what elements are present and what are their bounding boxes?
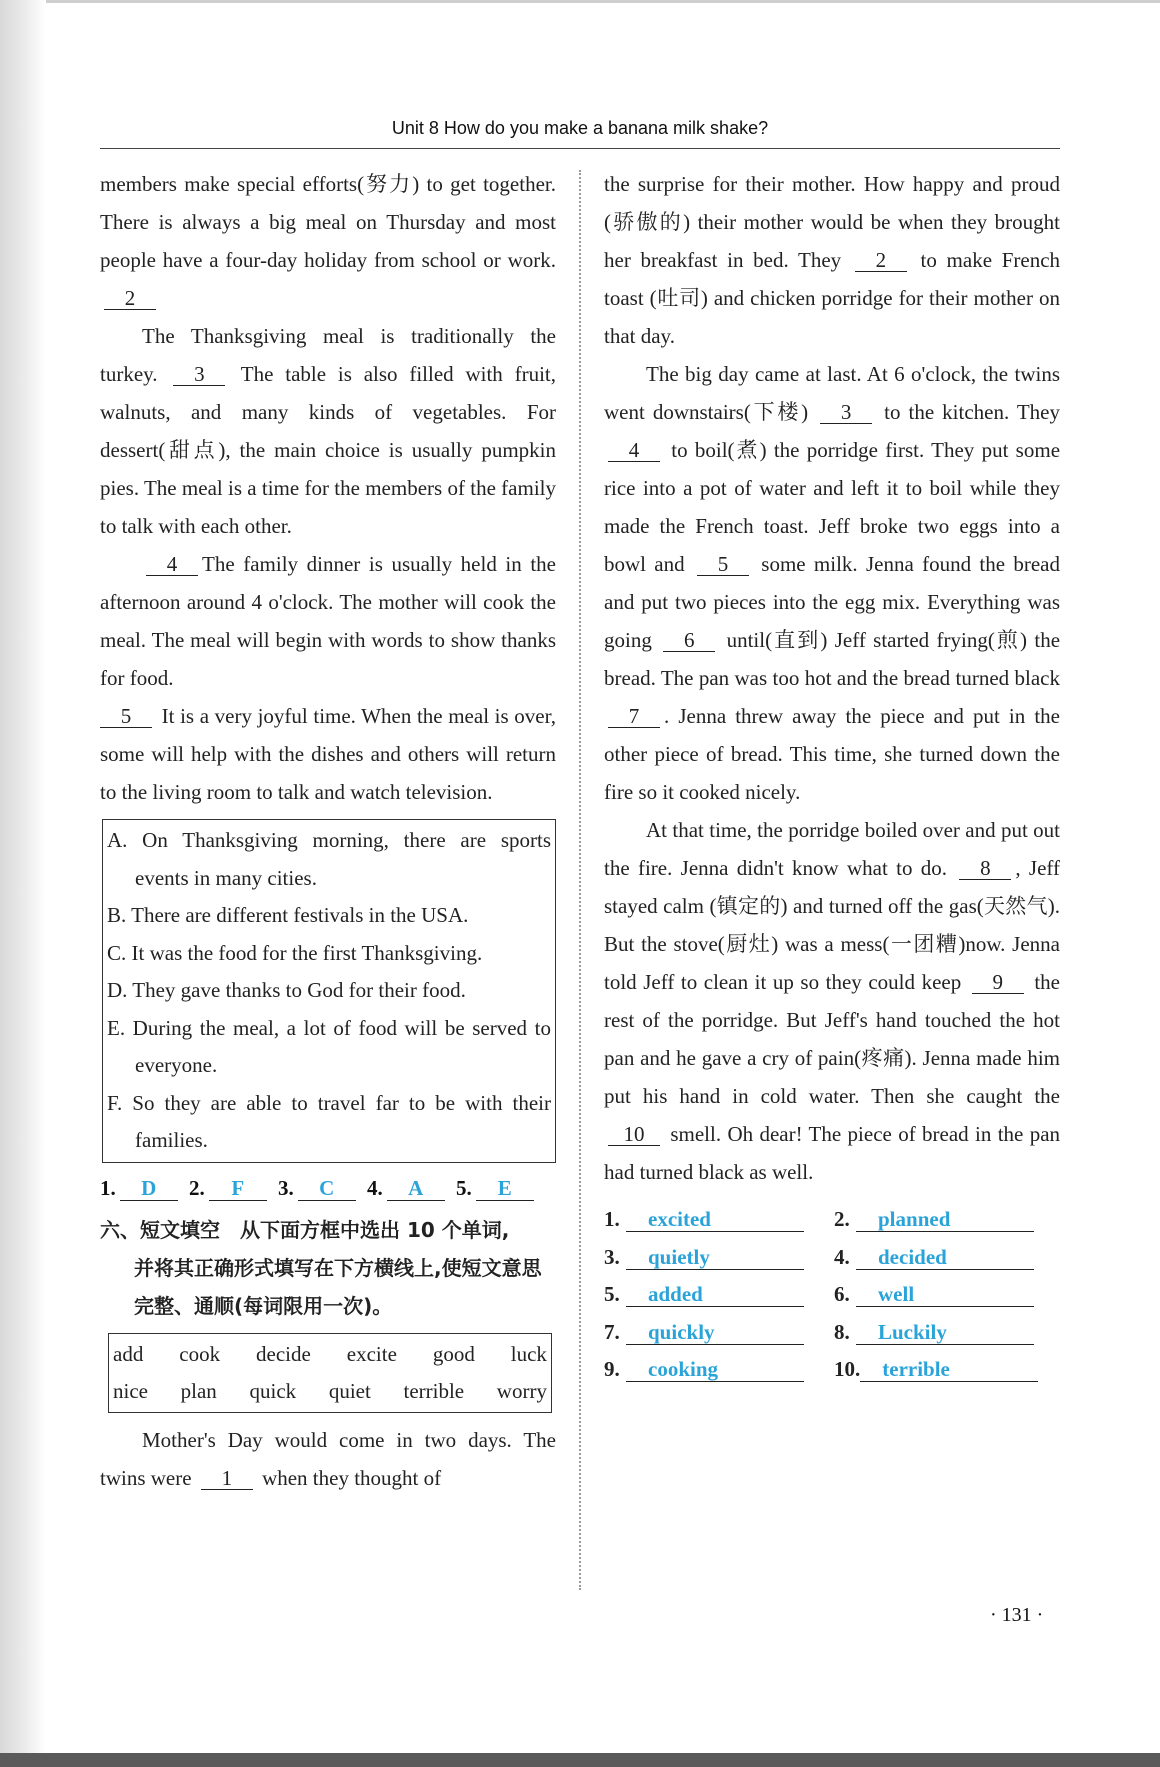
section-heading: 六、短文填空 从下面方框中选出 10 个单词, 并将其正确形式填写在下方横线上,使短文意思完整、通顺(每词限用一次)。 — [100, 1211, 556, 1325]
blank-7: 7 — [608, 705, 660, 728]
blank-3: 3 — [173, 363, 225, 386]
blank-5: 5 — [100, 705, 152, 728]
blank-9: 9 — [972, 971, 1024, 994]
top-border — [0, 0, 1160, 3]
answer-item: 3. quietly — [604, 1239, 834, 1277]
left-column — [100, 165, 556, 1497]
word-row-1: add cook decide excite good luck — [113, 1341, 547, 1366]
blank-1: 1 — [201, 1467, 253, 1490]
answer-1: D — [120, 1176, 178, 1201]
running-header: Unit 8 How do you make a banana milk shake? — [391, 118, 769, 138]
answer-4: A — [387, 1176, 445, 1201]
left-paragraph-1: members make special efforts(努力) to get together. There is always a big meal on Thursday and most people have a four-day holiday from school or work. 2 — [100, 172, 556, 310]
blank-3: 3 — [820, 401, 872, 424]
option-f: F. So they are able to travel far to be with their families. — [107, 1090, 551, 1152]
option-b: B. There are different festivals in the USA. — [107, 903, 469, 927]
blank-6: 6 — [663, 629, 715, 652]
answer-2: F — [209, 1176, 267, 1201]
answer-3: C — [298, 1176, 356, 1201]
answer-grid — [604, 1201, 1060, 1389]
answer-item: 9. cooking — [604, 1351, 834, 1389]
answer-item: 10. terrible — [834, 1351, 1064, 1389]
word-row-2: nice plan quick quiet terrible worry — [113, 1378, 547, 1403]
answer-item: 6. well — [834, 1276, 1064, 1314]
page-edge-shadow — [0, 0, 46, 1767]
left-paragraph-2: The Thanksgiving meal is traditionally the turkey. 3 The table is also filled with fruit, walnuts, and many kinds of vegetables. For dessert(甜点), the main choice is usually pumpkin pies. The meal is a time for the members of the family to talk with each other. — [100, 324, 556, 538]
answer-item: 4. decided — [834, 1239, 1064, 1277]
section-instruction: 并将其正确形式填写在下方横线上,使短文意思完整、通顺(每词限用一次)。 — [134, 1255, 542, 1318]
blank-8: 8 — [959, 857, 1011, 880]
blank-4: 4 — [608, 439, 660, 462]
answer-key-row: 1. D 2. F 3. C 4. A 5. E — [100, 1169, 556, 1207]
left-paragraph-5: Mother's Day would come in two days. The twins were 1 when they thought of — [100, 1427, 556, 1490]
answer-item: 7. quickly — [604, 1314, 834, 1352]
answer-item: 8. Luckily — [834, 1314, 1064, 1352]
right-paragraph-2: The big day came at last. At 6 o'clock, the twins went downstairs(下楼) 3 to the kitchen. They 4 to boil(煮) the porridge first. They put some rice into a pot of water and left it to boil while they made the French toast. Jeff broke two eggs into a bowl and 5 some milk. Jenna found the bread and put two pieces into the egg mix. Everything was going 6 until(直到) Jeff started frying(煎) the bread. The pan was too hot and the bread turned black 7 . Jenna threw away the piece and put in the other piece of bread. This time, she turned down the fire so it cooked nicely. — [604, 362, 1061, 804]
answer-item: 1. excited — [604, 1201, 834, 1239]
blank-2: 2 — [104, 287, 156, 310]
right-column — [604, 165, 1060, 1389]
word-box — [108, 1333, 552, 1413]
page-number: · 131 · — [990, 1604, 1044, 1626]
left-paragraph-3: 4 The family dinner is usually held in the afternoon around 4 o'clock. The mother will cook the meal. The meal will begin with words to show thanks for food. — [100, 552, 556, 690]
answer-item: 2. planned — [834, 1201, 1064, 1239]
header-rule — [100, 148, 1060, 149]
left-paragraph-4: 5 It is a very joyful time. When the meal is over, some will help with the dishes and others will return to the living room to talk and watch television. — [100, 704, 556, 804]
option-c: C. It was the food for the first Thanksgiving. — [107, 940, 483, 965]
right-paragraph-1: the surprise for their mother. How happy and proud (骄傲的) their mother would be when they brought her breakfast in bed. They 2 to make French toast (吐司) and chicken porridge for their mother on that day. — [604, 172, 1061, 348]
blank-5: 5 — [697, 553, 749, 576]
bottom-bar — [0, 1753, 1160, 1767]
answer-5: E — [476, 1176, 534, 1201]
blank-2: 2 — [855, 249, 907, 272]
blank-10: 10 — [608, 1123, 660, 1146]
right-paragraph-3: At that time, the porridge boiled over and put out the fire. Jenna didn't know what to do. 8 , Jeff stayed calm (镇定的) and turned off the gas(天然气). But the stove(厨灶) was a mess(一团糟)now. Jenna told Jeff to clean it up so they could keep 9 the rest of the porridge. But Jeff's hand touched the hot pan and he gave a cry of pain(疼痛). Jenna made him put his hand in cold water. Then she caught the 10 smell. Oh dear! The piece of bread in the pan had turned black as well. — [604, 818, 1061, 1184]
option-d: D. They gave thanks to God for their food. — [107, 978, 466, 1002]
option-e: E. During the meal, a lot of food will be served to everyone. — [107, 1015, 551, 1077]
option-a: A. On Thanksgiving morning, there are sports events in many cities. — [107, 828, 551, 890]
blank-4: 4 — [146, 553, 198, 576]
column-divider — [579, 170, 581, 1590]
answer-item: 5. added — [604, 1276, 834, 1314]
options-box — [102, 819, 556, 1163]
